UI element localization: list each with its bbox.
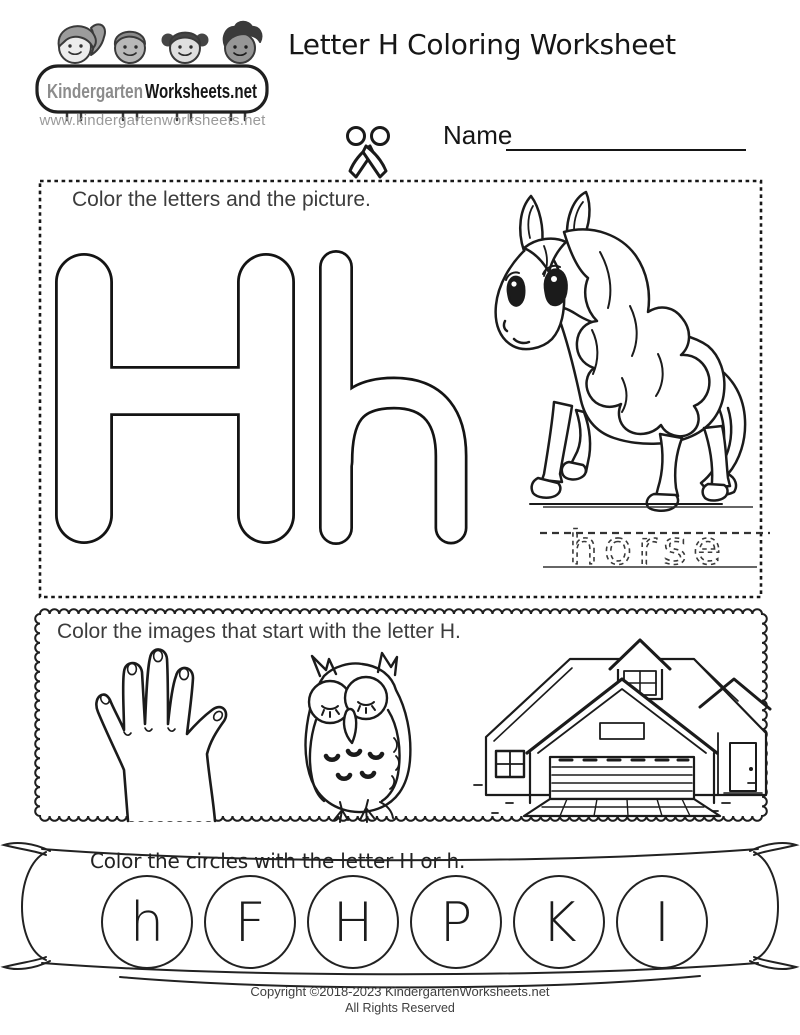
trace-word-horse[interactable] [540,507,770,575]
owl-image[interactable] [306,653,411,822]
letter-circle-K[interactable] [513,875,605,969]
copyright-text: Copyright ©2018-2023 KindergartenWorksheets.net [250,984,550,999]
logo-sign-text [47,81,257,103]
bubble-letter-h[interactable] [336,267,451,528]
name-write-line[interactable] [506,122,746,151]
scissors-icon [348,128,389,178]
hand-image[interactable] [96,649,226,821]
bubble-letter-H[interactable] [84,282,266,515]
name-label: Name [443,120,513,150]
logo-kid-boy1 [115,32,145,63]
letter-circle-F[interactable] [204,875,296,969]
circle-letter: K [541,890,577,954]
logo-kid-boy2 [224,22,262,63]
letter-circle-I[interactable] [616,875,708,969]
rights-text: All Rights Reserved [345,1001,455,1015]
circle-letter: I [654,890,670,954]
instruction-color-circles: Color the circles with the letter H or h. [90,849,466,873]
page-title: Letter H Coloring Worksheet [288,28,676,61]
horse-image[interactable] [496,192,745,511]
letter-circle-P[interactable] [410,875,502,969]
kindergarten-worksheets-logo [37,22,267,120]
circle-letter: h [129,890,165,954]
logo-kid-girl1 [59,24,105,63]
circle-letter: P [439,890,473,954]
logo-kid-girl2 [162,33,209,63]
logo-text-worksheets: Worksheets.net [145,81,258,103]
house-image[interactable] [474,640,770,816]
website-url: www.kindergartenworksheets.net [39,112,266,129]
circle-letter: F [234,890,266,954]
trace-word-text: horse [568,521,728,575]
instruction-color-images: Color the images that start with the letter H. [57,620,461,643]
logo-text-kindergarten: Kindergarten [47,81,143,103]
letter-circle-h[interactable] [101,875,193,969]
letter-circle-H[interactable] [307,875,399,969]
circle-letter: H [332,890,374,954]
instruction-color-letters: Color the letters and the picture. [72,188,371,211]
